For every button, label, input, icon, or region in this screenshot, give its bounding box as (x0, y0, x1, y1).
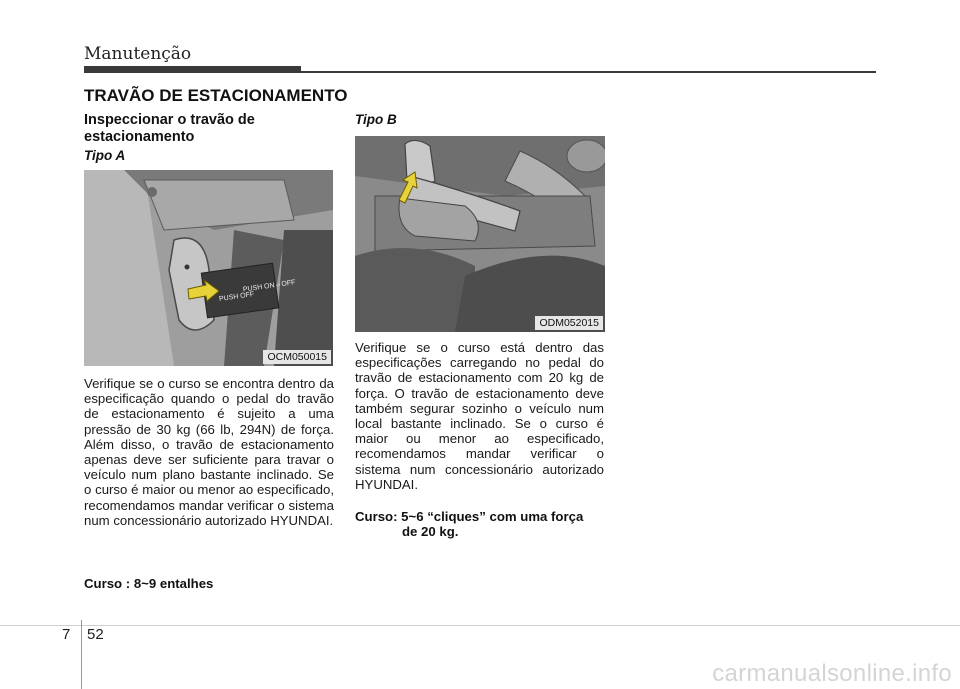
figure-type-a (84, 170, 333, 366)
body-text-type-a: Verifique se o curso se encontra dentro da especificação quando o pedal do travão de estacionamento é sujeito a uma pressão de 30 kg (66 lb, 294N) de força. Além disso, o travão de estacionamento apenas deve ser suficiente para travar o veículo num plano bastante inclinado. Se o curso é maior ou menor ao especificado, recomendamos mandar verificar o sistema num concessionário autorizado HYUNDAI. (84, 376, 334, 528)
spec-type-b-line2: de 20 kg. (402, 524, 459, 540)
spec-type-b (355, 509, 605, 539)
parking-pedal-illustration (84, 170, 333, 366)
header-rule-thin (301, 71, 876, 73)
spec-type-b-line1: Curso: 5~6 “cliques” com uma força (355, 509, 584, 524)
header-rule-thick (84, 66, 301, 73)
body-text-type-b: Verifique se o curso está dentro das especificações carregando no pedal do travão de estacionamento com 20 kg de força. O travão de estacionamento deve também segurar sozinho o veículo num local bastante inclinado. Se o curso é maior ou menor ao especificado, recomendamos mandar verificar o sistema num concessionário autorizado HYUNDAI. (355, 340, 604, 492)
figure-code-a: OCM050015 (263, 350, 331, 364)
chapter-number: 7 (62, 626, 71, 643)
subheading: Inspeccionar o travão de estacionamento (84, 112, 255, 145)
figure-code-b: ODM052015 (535, 316, 603, 330)
parking-lever-illustration (355, 136, 605, 332)
type-a-label: Tipo A (84, 148, 126, 163)
figure-type-b (355, 136, 605, 332)
pedal-label-2: PUSH ON⇔OFF (242, 279, 296, 294)
type-b-label: Tipo B (355, 112, 397, 127)
page-number: 52 (87, 626, 104, 643)
footer-rule (0, 625, 960, 626)
spec-type-a: Curso : 8~9 entalhes (84, 576, 214, 591)
footer-divider (81, 620, 82, 689)
pedal-label-1: PUSH OFF (218, 291, 255, 303)
watermark: carmanualsonline.info (712, 660, 952, 687)
page-title: TRAVÃO DE ESTACIONAMENTO (84, 86, 348, 105)
section-header: Manutenção (84, 44, 192, 64)
